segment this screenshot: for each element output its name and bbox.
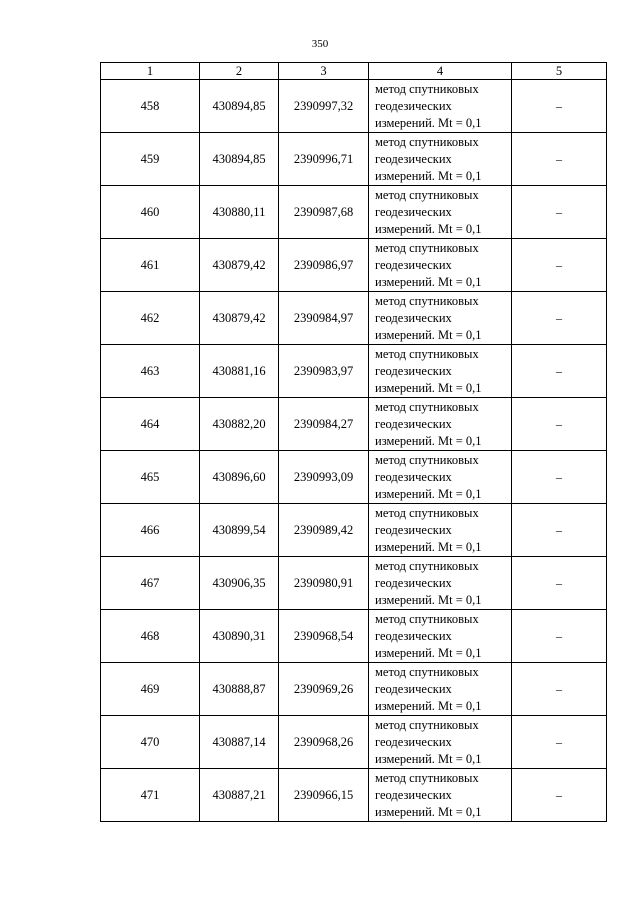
method-text-line: измерений. Mt = 0,1 bbox=[375, 327, 482, 342]
method-text-line: метод спутниковых bbox=[375, 505, 479, 520]
coordinates-table bbox=[100, 62, 607, 822]
method-text-line: метод спутниковых bbox=[375, 81, 479, 96]
point-number-cell: 465 bbox=[101, 451, 200, 504]
note-cell: – bbox=[512, 663, 607, 716]
note-cell: – bbox=[512, 80, 607, 133]
method-text-line: измерений. Mt = 0,1 bbox=[375, 804, 482, 819]
method-text-line: геодезических bbox=[375, 681, 452, 696]
method-text-line: метод спутниковых bbox=[375, 399, 479, 414]
method-cell bbox=[369, 663, 512, 716]
table-row bbox=[101, 80, 607, 133]
method-text-line: геодезических bbox=[375, 204, 452, 219]
table-row bbox=[101, 451, 607, 504]
point-number-cell: 462 bbox=[101, 292, 200, 345]
method-text-line: геодезических bbox=[375, 98, 452, 113]
method-text-line: измерений. Mt = 0,1 bbox=[375, 539, 482, 554]
method-text-line: геодезических bbox=[375, 151, 452, 166]
method-text-line: измерений. Mt = 0,1 bbox=[375, 698, 482, 713]
y-coordinate-cell: 2390968,54 bbox=[279, 610, 369, 663]
y-coordinate-cell: 2390984,27 bbox=[279, 398, 369, 451]
point-number-cell: 463 bbox=[101, 345, 200, 398]
method-cell bbox=[369, 133, 512, 186]
y-coordinate-cell: 2390987,68 bbox=[279, 186, 369, 239]
method-text-line: геодезических bbox=[375, 787, 452, 802]
x-coordinate-cell: 430888,87 bbox=[200, 663, 279, 716]
point-number-cell: 466 bbox=[101, 504, 200, 557]
y-coordinate-cell: 2390966,15 bbox=[279, 769, 369, 822]
y-coordinate-cell: 2390968,26 bbox=[279, 716, 369, 769]
method-cell bbox=[369, 769, 512, 822]
x-coordinate-cell: 430879,42 bbox=[200, 292, 279, 345]
column-header-3: 3 bbox=[279, 63, 369, 80]
note-cell: – bbox=[512, 133, 607, 186]
method-text-line: геодезических bbox=[375, 310, 452, 325]
x-coordinate-cell: 430896,60 bbox=[200, 451, 279, 504]
x-coordinate-cell: 430894,85 bbox=[200, 133, 279, 186]
method-text-line: геодезических bbox=[375, 575, 452, 590]
y-coordinate-cell: 2390996,71 bbox=[279, 133, 369, 186]
note-cell: – bbox=[512, 398, 607, 451]
y-coordinate-cell: 2390984,97 bbox=[279, 292, 369, 345]
method-cell bbox=[369, 716, 512, 769]
y-coordinate-cell: 2390980,91 bbox=[279, 557, 369, 610]
method-text-line: измерений. Mt = 0,1 bbox=[375, 751, 482, 766]
x-coordinate-cell: 430880,11 bbox=[200, 186, 279, 239]
column-header-1: 1 bbox=[101, 63, 200, 80]
method-text-line: метод спутниковых bbox=[375, 346, 479, 361]
point-number-cell: 468 bbox=[101, 610, 200, 663]
method-cell bbox=[369, 610, 512, 663]
note-cell: – bbox=[512, 345, 607, 398]
table-row bbox=[101, 345, 607, 398]
column-header-4: 4 bbox=[369, 63, 512, 80]
note-cell: – bbox=[512, 239, 607, 292]
point-number-cell: 469 bbox=[101, 663, 200, 716]
method-text-line: метод спутниковых bbox=[375, 187, 479, 202]
point-number-cell: 467 bbox=[101, 557, 200, 610]
page-number: 350 bbox=[311, 38, 329, 50]
method-text-line: измерений. Mt = 0,1 bbox=[375, 645, 482, 660]
note-cell: – bbox=[512, 716, 607, 769]
note-cell: – bbox=[512, 292, 607, 345]
column-header-5: 5 bbox=[512, 63, 607, 80]
x-coordinate-cell: 430881,16 bbox=[200, 345, 279, 398]
method-text-line: метод спутниковых bbox=[375, 240, 479, 255]
method-text-line: метод спутниковых bbox=[375, 770, 479, 785]
point-number-cell: 470 bbox=[101, 716, 200, 769]
method-text-line: геодезических bbox=[375, 734, 452, 749]
table-row bbox=[101, 292, 607, 345]
method-text-line: измерений. Mt = 0,1 bbox=[375, 274, 482, 289]
method-cell bbox=[369, 80, 512, 133]
method-text-line: измерений. Mt = 0,1 bbox=[375, 221, 482, 236]
method-text-line: геодезических bbox=[375, 257, 452, 272]
method-cell bbox=[369, 451, 512, 504]
y-coordinate-cell: 2390993,09 bbox=[279, 451, 369, 504]
table-header-row bbox=[101, 63, 607, 80]
point-number-cell: 460 bbox=[101, 186, 200, 239]
x-coordinate-cell: 430906,35 bbox=[200, 557, 279, 610]
point-number-cell: 459 bbox=[101, 133, 200, 186]
method-cell bbox=[369, 504, 512, 557]
method-text-line: геодезических bbox=[375, 522, 452, 537]
method-text-line: измерений. Mt = 0,1 bbox=[375, 380, 482, 395]
method-text-line: метод спутниковых bbox=[375, 611, 479, 626]
method-cell bbox=[369, 398, 512, 451]
table-row bbox=[101, 504, 607, 557]
table-row bbox=[101, 716, 607, 769]
x-coordinate-cell: 430890,31 bbox=[200, 610, 279, 663]
method-cell bbox=[369, 557, 512, 610]
method-text-line: измерений. Mt = 0,1 bbox=[375, 168, 482, 183]
method-text-line: измерений. Mt = 0,1 bbox=[375, 115, 482, 130]
point-number-cell: 458 bbox=[101, 80, 200, 133]
table-row bbox=[101, 769, 607, 822]
note-cell: – bbox=[512, 451, 607, 504]
method-text-line: метод спутниковых bbox=[375, 134, 479, 149]
note-cell: – bbox=[512, 769, 607, 822]
table-body bbox=[101, 80, 607, 822]
x-coordinate-cell: 430899,54 bbox=[200, 504, 279, 557]
column-header-2: 2 bbox=[200, 63, 279, 80]
x-coordinate-cell: 430894,85 bbox=[200, 80, 279, 133]
method-text-line: измерений. Mt = 0,1 bbox=[375, 592, 482, 607]
note-cell: – bbox=[512, 610, 607, 663]
point-number-cell: 461 bbox=[101, 239, 200, 292]
table-row bbox=[101, 239, 607, 292]
note-cell: – bbox=[512, 557, 607, 610]
point-number-cell: 464 bbox=[101, 398, 200, 451]
y-coordinate-cell: 2390969,26 bbox=[279, 663, 369, 716]
method-cell bbox=[369, 239, 512, 292]
method-text-line: метод спутниковых bbox=[375, 452, 479, 467]
method-text-line: метод спутниковых bbox=[375, 558, 479, 573]
x-coordinate-cell: 430887,21 bbox=[200, 769, 279, 822]
table-row bbox=[101, 186, 607, 239]
method-text-line: геодезических bbox=[375, 363, 452, 378]
table-row bbox=[101, 610, 607, 663]
x-coordinate-cell: 430879,42 bbox=[200, 239, 279, 292]
method-text-line: измерений. Mt = 0,1 bbox=[375, 433, 482, 448]
method-text-line: измерений. Mt = 0,1 bbox=[375, 486, 482, 501]
table-row bbox=[101, 663, 607, 716]
y-coordinate-cell: 2390989,42 bbox=[279, 504, 369, 557]
y-coordinate-cell: 2390983,97 bbox=[279, 345, 369, 398]
method-cell bbox=[369, 292, 512, 345]
method-cell bbox=[369, 186, 512, 239]
method-text-line: геодезических bbox=[375, 416, 452, 431]
y-coordinate-cell: 2390997,32 bbox=[279, 80, 369, 133]
method-text-line: метод спутниковых bbox=[375, 717, 479, 732]
y-coordinate-cell: 2390986,97 bbox=[279, 239, 369, 292]
method-text-line: метод спутниковых bbox=[375, 293, 479, 308]
method-text-line: геодезических bbox=[375, 469, 452, 484]
table-row bbox=[101, 133, 607, 186]
point-number-cell: 471 bbox=[101, 769, 200, 822]
method-cell bbox=[369, 345, 512, 398]
table-row bbox=[101, 557, 607, 610]
note-cell: – bbox=[512, 186, 607, 239]
x-coordinate-cell: 430882,20 bbox=[200, 398, 279, 451]
method-text-line: метод спутниковых bbox=[375, 664, 479, 679]
x-coordinate-cell: 430887,14 bbox=[200, 716, 279, 769]
note-cell: – bbox=[512, 504, 607, 557]
table-row bbox=[101, 398, 607, 451]
method-text-line: геодезических bbox=[375, 628, 452, 643]
